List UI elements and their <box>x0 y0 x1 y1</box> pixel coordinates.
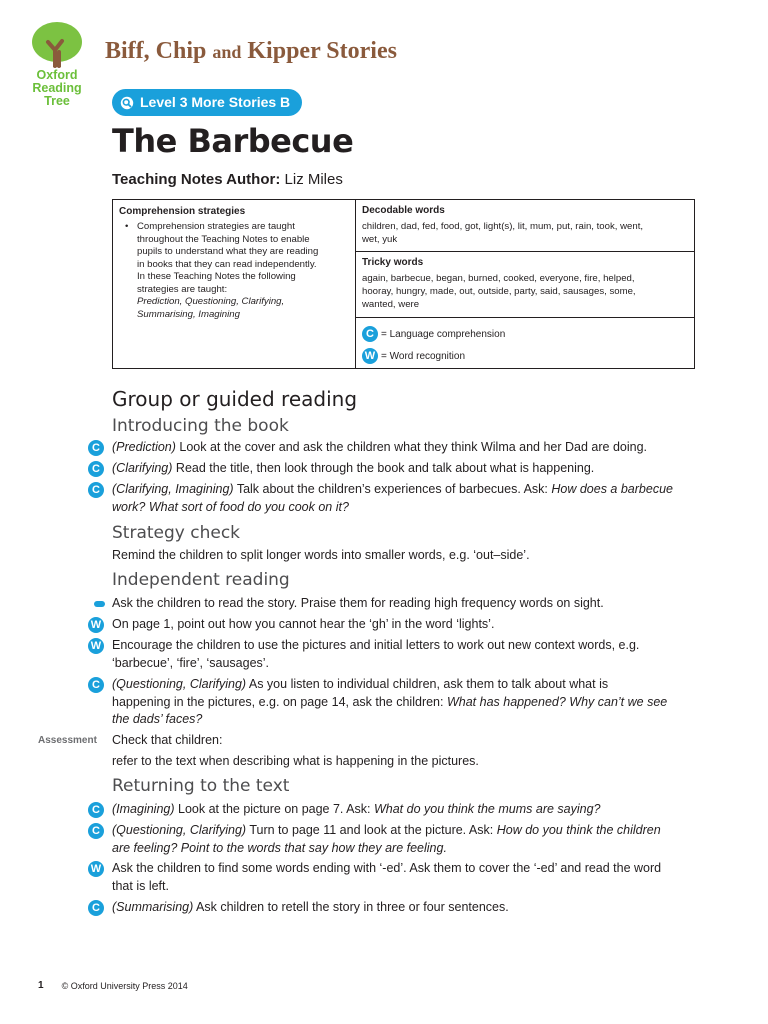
word-recognition-icon: W <box>88 638 104 654</box>
assessment-text-2: refer to the text when describing what is happening in the pictures. <box>112 754 479 768</box>
tricky-words: again, barbecue, began, burned, cooked, everyone, fire, helped, hooray, hungry, made, out, outside, party, said, sausages, some, wanted, were <box>362 273 636 310</box>
decodable-words: children, dad, fed, food, got, light(s), lit, mum, put, rain, took, went, wet, yuk <box>362 221 644 245</box>
comprehension-cell <box>113 200 356 368</box>
tree-icon <box>31 22 83 68</box>
tricky-cell <box>356 252 694 318</box>
word-recognition-icon: W <box>362 348 378 364</box>
tricky-heading: Tricky words <box>362 257 424 268</box>
return-item-1: (Imagining) Look at the picture on page 7. Ask: What do you think the mums are saying? <box>112 802 601 816</box>
comprehension-body: • Comprehension strategies are taught throughout the Teaching Notes to enable pupils to understand what they are reading in books that they can read independently. In these Teaching Notes the following strategies are taught: Prediction, Questioning, Clarifying, Summarising, Imagining <box>125 221 319 320</box>
assessment-label: Assessment <box>38 735 97 746</box>
return-item-2: (Questioning, Clarifying) Turn to page 11 and look at the picture. Ask: How do you think the children are feeling? Point to the words that say how they are feeling. <box>112 823 661 855</box>
group-reading-heading: Group or guided reading <box>112 387 358 411</box>
level-badge <box>112 89 302 116</box>
return-item-4: (Summarising) Ask children to retell the story in three or four sentences. <box>112 900 509 914</box>
level-label: Level 3 More Stories B <box>140 94 291 110</box>
book-title: The Barbecue <box>112 122 354 160</box>
page-number: 1 <box>38 980 44 991</box>
indep-item-1: Ask the children to read the story. Praise them for reading high frequency words on sight. <box>112 596 604 610</box>
series-title: Biff, Chip and Kipper Stories <box>105 38 397 64</box>
oxford-reading-tree-logo <box>26 22 88 107</box>
bullet-icon <box>94 601 105 607</box>
comprehension-heading: Comprehension strategies <box>119 206 246 217</box>
indep-item-3: Encourage the children to use the pictures and initial letters to work out new context words, e.g. ‘barbecue’, ‘fire’, ‘sausages’. <box>112 638 640 670</box>
key-row-c: C = Language comprehension <box>362 323 688 345</box>
copyright: © Oxford University Press 2014 <box>61 980 188 991</box>
intro-heading: Introducing the book <box>112 416 289 436</box>
assessment-text-1: Check that children: <box>112 733 223 747</box>
logo-text-3: Tree <box>44 94 70 108</box>
intro-item-2: (Clarifying) Read the title, then look through the book and talk about what is happening. <box>112 461 595 475</box>
indep-item-4: (Questioning, Clarifying) As you listen to individual children, ask them to talk about what is happening in the pictures, e.g. on page 14, ask the children: What has happened? Why can’t we see the dads’ faces? <box>112 677 668 726</box>
decodable-heading: Decodable words <box>362 205 445 216</box>
comprehension-icon: C <box>362 326 378 342</box>
word-recognition-icon: W <box>88 861 104 877</box>
comprehension-icon: C <box>88 677 104 693</box>
strategy-check-text: Remind the children to split longer words into smaller words, e.g. ‘out–side’. <box>112 548 530 562</box>
strategy-table <box>112 199 695 369</box>
returning-heading: Returning to the text <box>112 776 290 796</box>
comprehension-icon: C <box>88 461 104 477</box>
magnifier-icon <box>120 96 134 110</box>
logo-text-2: Reading <box>32 81 82 95</box>
independent-reading-heading: Independent reading <box>112 570 290 590</box>
author-line: Teaching Notes Author: Liz Miles <box>112 171 343 188</box>
comprehension-icon: C <box>88 482 104 498</box>
logo-text-1: Oxford <box>36 68 78 82</box>
decodable-cell <box>356 200 694 252</box>
comprehension-icon: C <box>88 823 104 839</box>
author-name: Liz Miles <box>284 171 343 188</box>
return-item-3: Ask the children to find some words ending with ‘-ed’. Ask them to cover the ‘-ed’ and read the word that is left. <box>112 861 662 893</box>
word-recognition-icon: W <box>88 617 104 633</box>
comprehension-icon: C <box>88 900 104 916</box>
comprehension-icon: C <box>88 440 104 456</box>
intro-item-1: (Prediction) Look at the cover and ask the children what they think Wilma and her Dad are doing. <box>112 440 648 454</box>
intro-item-3: (Clarifying, Imagining) Talk about the children’s experiences of barbecues. Ask: How does a barbecue work? What sort of food do you cook on it? <box>112 482 673 514</box>
strategy-check-heading: Strategy check <box>112 523 241 543</box>
footer <box>38 980 188 991</box>
comprehension-icon: C <box>88 802 104 818</box>
key-cell <box>356 318 694 368</box>
indep-item-2: On page 1, point out how you cannot hear the ‘gh’ in the word ‘lights’. <box>112 617 495 631</box>
key-row-w: W = Word recognition <box>362 345 688 367</box>
